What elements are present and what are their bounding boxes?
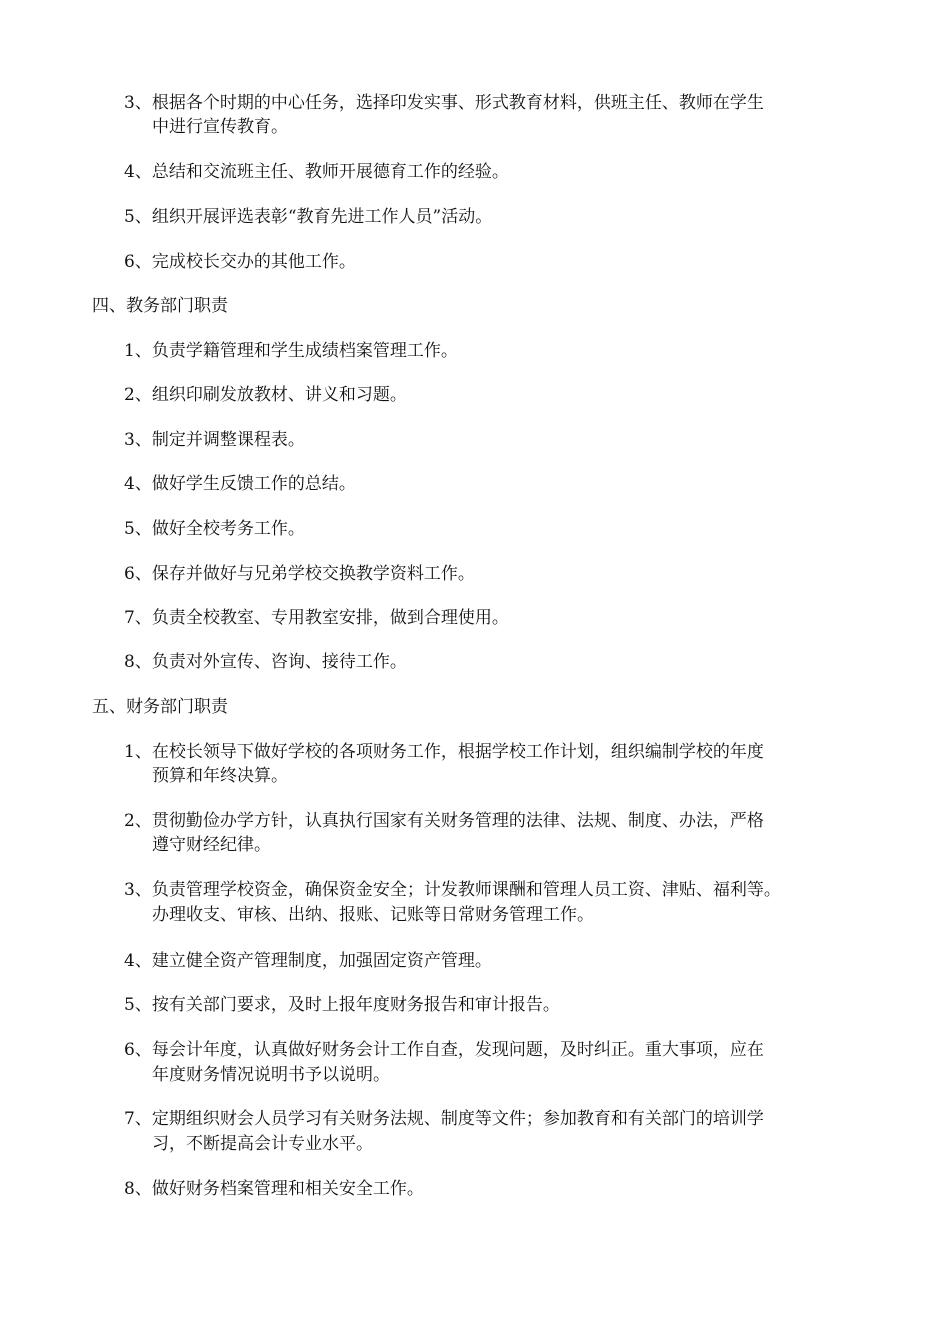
s4-item-5: 5、做好全校考务工作。 [124,519,305,539]
s4-item-1: 1、负责学籍管理和学生成绩档案管理工作。 [124,341,458,361]
s5-item-8: 8、做好财务档案管理和相关安全工作。 [124,1179,424,1199]
s4-item-2: 2、组织印刷发放教材、讲义和习题。 [124,385,407,405]
s4-item-4: 4、做好学生反馈工作的总结。 [124,474,356,494]
s4-item-3: 3、制定并调整课程表。 [124,430,305,450]
s5-item-1-line-1: 1、在校长领导下做好学校的各项财务工作，根据学校工作计划，组织编制学校的年度 [124,742,764,762]
s5-item-5: 5、按有关部门要求，及时上报年度财务报告和审计报告。 [124,995,560,1015]
s5-item-4: 4、建立健全资产管理制度，加强固定资产管理。 [124,951,492,971]
s5-item-2-line-2: 遵守财经纪律。 [152,835,271,855]
s5-item-1-line-2: 预算和年终决算。 [152,766,288,786]
s3-item-3-line-2: 中进行宣传教育。 [152,117,288,137]
s5-item-6-line-1: 6、每会计年度，认真做好财务会计工作自查，发现问题，及时纠正。重大事项，应在 [124,1040,764,1060]
s5-item-6-line-2: 年度财务情况说明书予以说明。 [152,1065,390,1085]
s3-item-6: 6、完成校长交办的其他工作。 [124,252,356,272]
s5-item-7-line-1: 7、定期组织财会人员学习有关财务法规、制度等文件；参加教育和有关部门的培训学 [124,1109,764,1129]
s5-item-2-line-1: 2、贯彻勤俭办学方针，认真执行国家有关财务管理的法律、法规、制度、办法，严格 [124,811,764,831]
s5-item-3-line-1: 3、负责管理学校资金，确保资金安全；计发教师课酬和管理人员工资、津贴、福利等。 [124,880,781,900]
s3-item-5: 5、组织开展评选表彰“教育先进工作人员”活动。 [124,207,493,227]
section5-heading: 五、财务部门职责 [92,697,228,717]
s5-item-3-line-2: 办理收支、审核、出纳、报账、记账等日常财务管理工作。 [152,905,594,925]
s3-item-4: 4、总结和交流班主任、教师开展德育工作的经验。 [124,162,509,182]
s4-item-6: 6、保存并做好与兄弟学校交换教学资料工作。 [124,564,475,584]
s3-item-3-line-1: 3、根据各个时期的中心任务，选择印发实事、形式教育材料，供班主任、教师在学生 [124,93,764,113]
section4-heading: 四、教务部门职责 [92,296,228,316]
s4-item-8: 8、负责对外宣传、咨询、接待工作。 [124,652,407,672]
s4-item-7: 7、负责全校教室、专用教室安排，做到合理使用。 [124,608,509,628]
s5-item-7-line-2: 习，不断提高会计专业水平。 [152,1134,373,1154]
